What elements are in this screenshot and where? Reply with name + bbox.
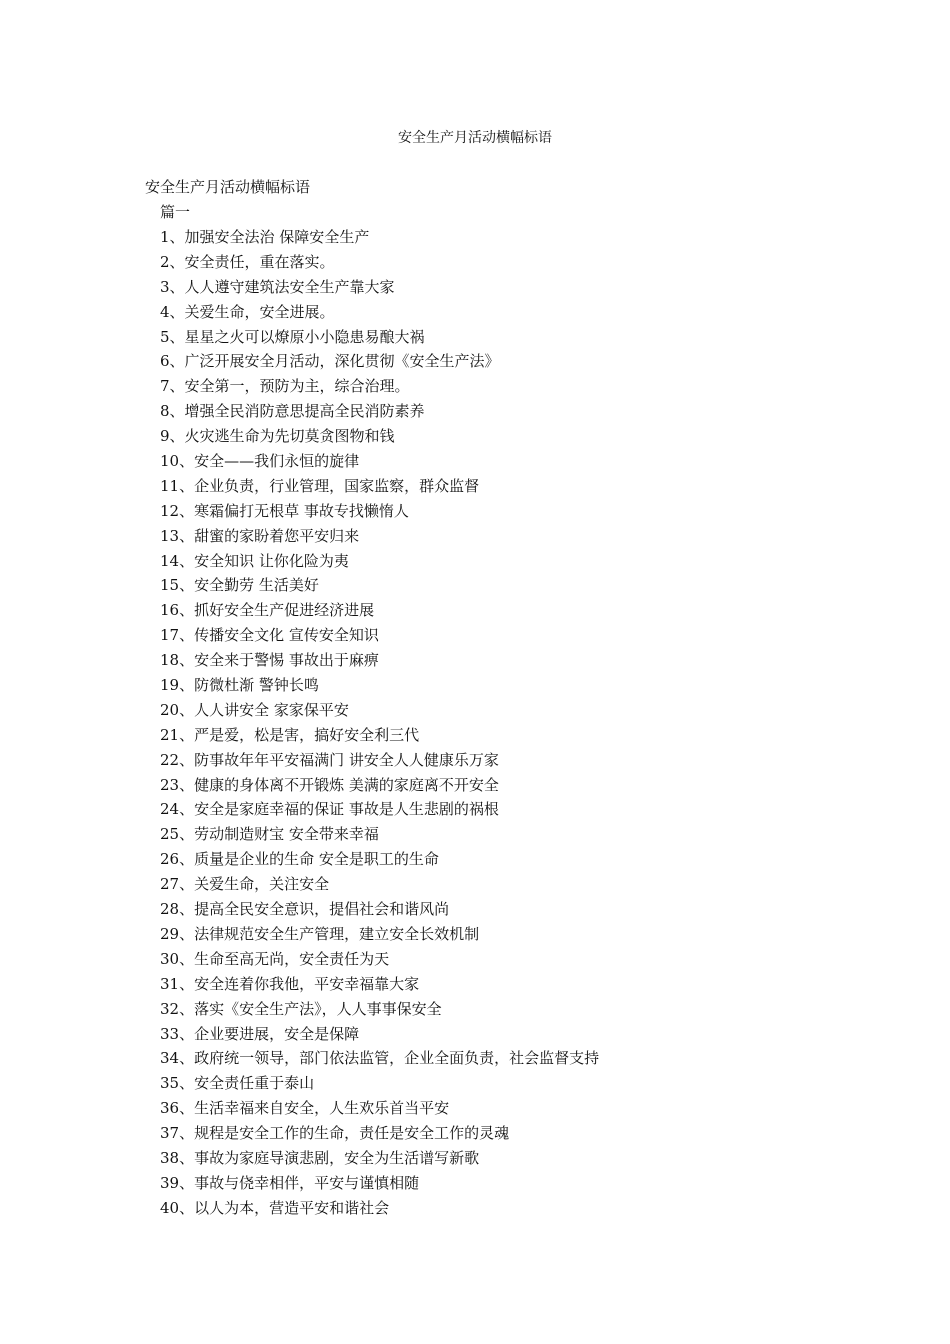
- list-item: 39、事故与侥幸相伴，平安与谨慎相随: [160, 1173, 420, 1192]
- list-item: 33、企业要进展，安全是保障: [160, 1024, 360, 1043]
- section-label: 篇一: [160, 203, 191, 221]
- list-item: 35、安全责任重于泰山: [160, 1074, 315, 1093]
- list-item: 1、加强安全法治 保障安全生产: [160, 228, 370, 246]
- list-item: 13、甜蜜的家盼着您平安归来: [160, 526, 360, 545]
- list-item: 34、政府统一领导，部门依法监管，企业全面负责，社会监督支持: [160, 1049, 600, 1068]
- list-item: 21、严是爱，松是害，搞好安全利三代: [160, 725, 420, 744]
- list-item: 23、健康的身体离不开锻炼 美满的家庭离不开安全: [160, 775, 499, 794]
- list-item: 3、人人遵守建筑法安全生产靠大家: [160, 277, 395, 296]
- list-item: 25、劳动制造财宝 安全带来幸福: [160, 825, 379, 844]
- list-item: 26、质量是企业的生命 安全是职工的生命: [160, 850, 439, 869]
- list-item: 24、安全是家庭幸福的保证 事故是人生悲剧的祸根: [160, 800, 499, 819]
- list-item: 31、安全连着你我他，平安幸福靠大家: [160, 974, 420, 993]
- list-item: 12、寒霜偏打无根草 事故专找懒惰人: [160, 501, 409, 520]
- list-item: 2、安全责任，重在落实。: [160, 252, 335, 271]
- list-item: 4、关爱生命，安全进展。: [160, 302, 335, 321]
- list-item: 19、防微杜渐 警钟长鸣: [160, 676, 319, 695]
- list-item: 8、增强全民消防意思提高全民消防素养: [160, 402, 425, 421]
- list-item: 16、抓好安全生产促进经济进展: [160, 601, 375, 620]
- list-item: 38、事故为家庭导演悲剧，安全为生活谱写新歌: [160, 1148, 480, 1167]
- list-item: 6、广泛开展安全月活动，深化贯彻《安全生产法》: [160, 352, 500, 371]
- list-item: 27、关爱生命，关注安全: [160, 875, 330, 894]
- list-item: 36、生活幸福来自安全，人生欢乐首当平安: [160, 1099, 450, 1118]
- list-item: 29、法律规范安全生产管理，建立安全长效机制: [160, 924, 480, 943]
- document-heading: 安全生产月活动横幅标语: [145, 178, 311, 196]
- list-item: 22、防事故年年平安福满门 讲安全人人健康乐万家: [160, 750, 499, 769]
- list-item: 14、安全知识 让你化险为夷: [160, 551, 349, 570]
- list-item: 20、人人讲安全 家家保平安: [160, 700, 349, 719]
- list-item: 30、生命至高无尚，安全责任为天: [160, 949, 390, 968]
- list-item: 5、星星之火可以燎原小小隐患易酿大祸: [160, 327, 425, 346]
- slogan-list: [160, 226, 599, 1222]
- list-item: 37、规程是安全工作的生命，责任是安全工作的灵魂: [160, 1124, 510, 1143]
- list-item: 28、提高全民安全意识，提倡社会和谐风尚: [160, 900, 450, 919]
- list-item: 15、安全勤劳 生活美好: [160, 576, 319, 595]
- list-item: 18、安全来于警惕 事故出于麻痹: [160, 651, 379, 670]
- list-item: 10、安全——我们永恒的旋律: [160, 452, 360, 471]
- list-item: 40、以人为本，营造平安和谐社会: [160, 1198, 390, 1217]
- list-item: 32、落实《安全生产法》，人人事事保安全: [160, 999, 442, 1018]
- list-item: 11、企业负责，行业管理，国家监察，群众监督: [160, 476, 480, 495]
- list-item: 7、安全第一，预防为主，综合治理。: [160, 377, 410, 396]
- list-item: 17、传播安全文化 宣传安全知识: [160, 626, 379, 645]
- list-item: 9、火灾逃生命为先切莫贪图物和钱: [160, 427, 395, 446]
- page-title: 安全生产月活动横幅标语: [398, 130, 552, 146]
